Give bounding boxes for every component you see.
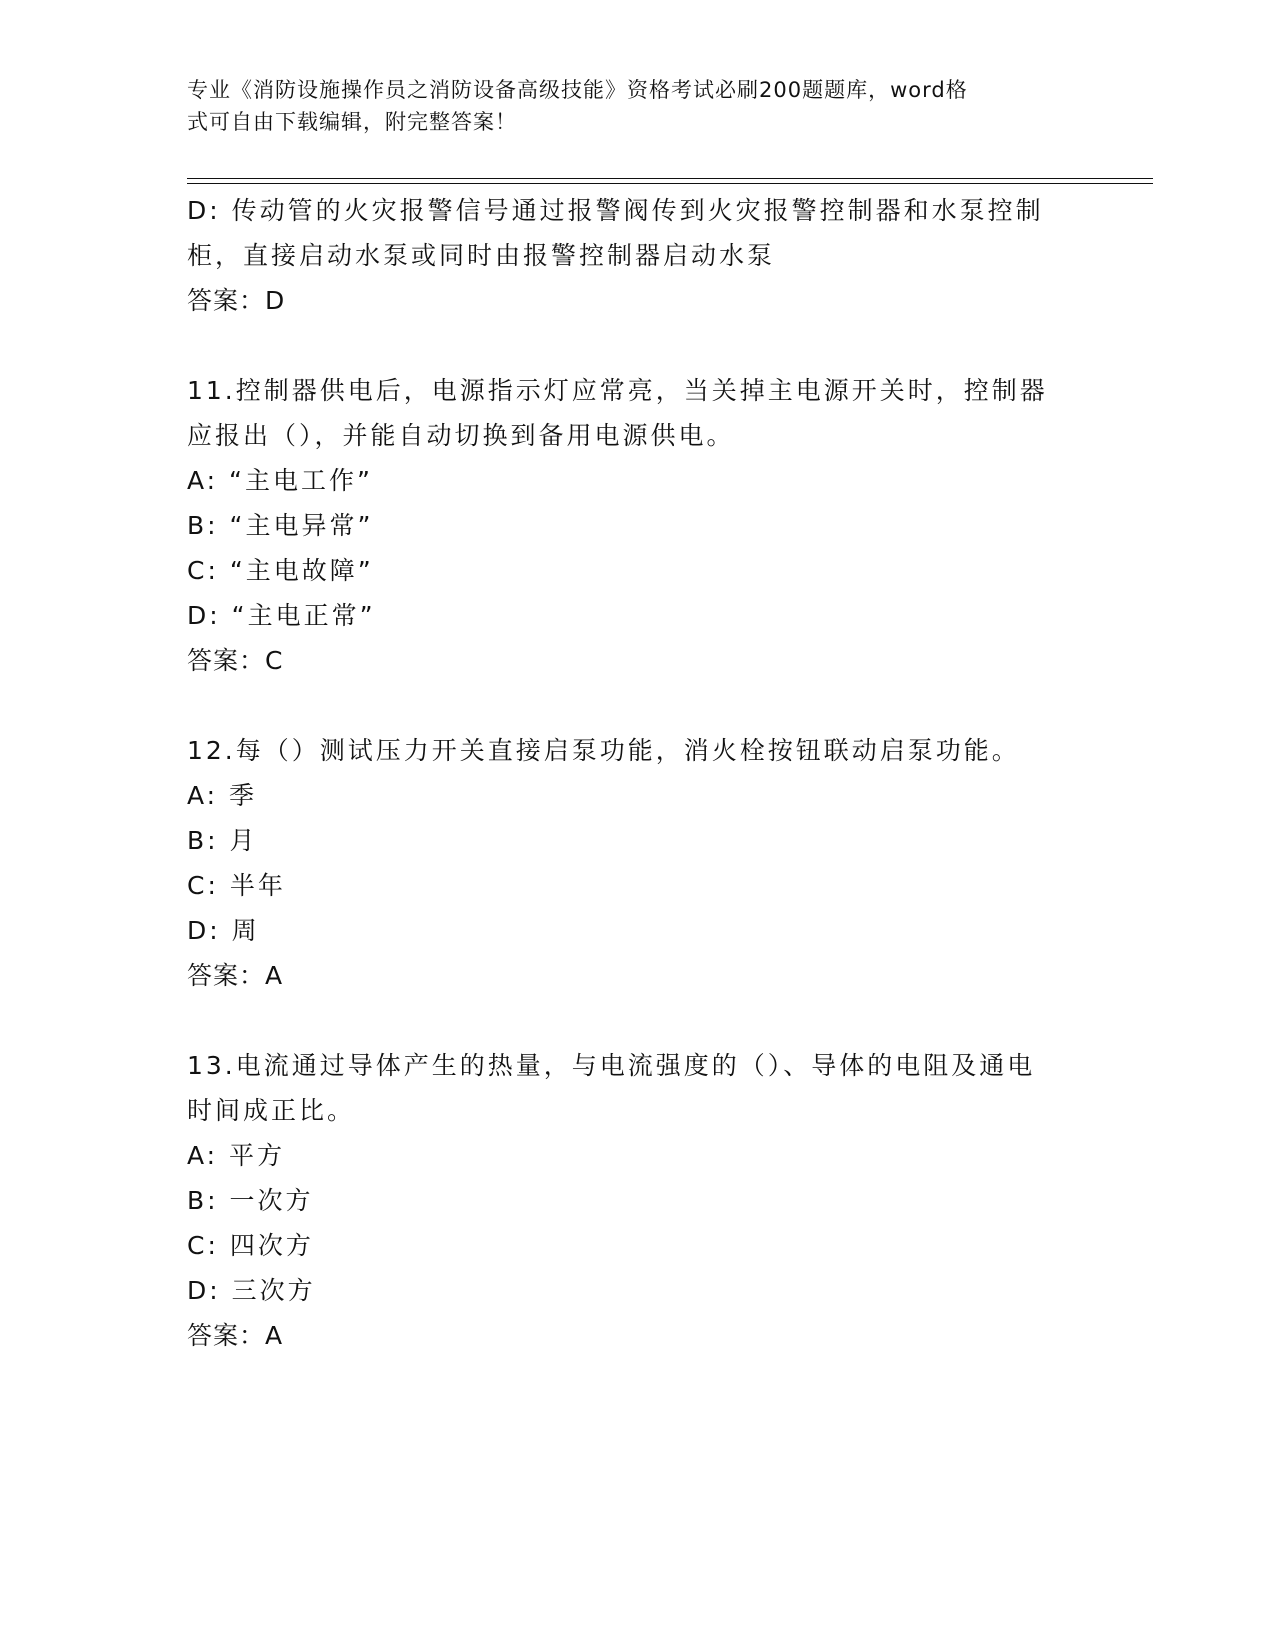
option-a: A: 季 bbox=[187, 781, 258, 810]
answer: 答案：A bbox=[187, 961, 284, 990]
question-list bbox=[187, 188, 1087, 1358]
option-b: B: 一次方 bbox=[187, 1186, 314, 1215]
option-d: D: 三次方 bbox=[187, 1276, 316, 1305]
option-b: B: 月 bbox=[187, 826, 258, 855]
question-11 bbox=[187, 368, 1087, 683]
spacer bbox=[187, 683, 1087, 728]
question-stem: 11.控制器供电后，电源指示灯应常亮，当关掉主电源开关时，控制器 bbox=[187, 376, 1048, 405]
option-a: A: 平方 bbox=[187, 1141, 286, 1170]
header-line-1: 专业《消防设施操作员之消防设备高级技能》资格考试必刷200题题库，word格 bbox=[187, 78, 968, 102]
header-divider bbox=[187, 178, 1153, 184]
answer: 答案：D bbox=[187, 286, 286, 315]
option-c: C: 半年 bbox=[187, 871, 286, 900]
spacer bbox=[187, 323, 1087, 368]
question-stem-continued: 时间成正比。 bbox=[187, 1096, 356, 1125]
page-header bbox=[187, 74, 1067, 138]
answer: 答案：A bbox=[187, 1321, 284, 1350]
answer: 答案：C bbox=[187, 646, 284, 675]
option-c: C: “主电故障” bbox=[187, 556, 374, 585]
question-10-tail bbox=[187, 188, 1087, 323]
question-stem: 13.电流通过导体产生的热量，与电流强度的（）、导体的电阻及通电 bbox=[187, 1051, 1036, 1080]
header-line-2: 式可自由下载编辑，附完整答案！ bbox=[187, 110, 517, 134]
option-d: D: 传动管的火灾报警信号通过报警阀传到火灾报警控制器和水泵控制 bbox=[187, 196, 1044, 225]
spacer bbox=[187, 998, 1087, 1043]
question-stem-continued: 应报出（），并能自动切换到备用电源供电。 bbox=[187, 421, 735, 450]
question-13 bbox=[187, 1043, 1087, 1358]
option-d: D: “主电正常” bbox=[187, 601, 376, 630]
question-stem: 12.每（）测试压力开关直接启泵功能，消火栓按钮联动启泵功能。 bbox=[187, 736, 1020, 765]
option-d: D: 周 bbox=[187, 916, 260, 945]
option-c: C: 四次方 bbox=[187, 1231, 314, 1260]
question-12 bbox=[187, 728, 1087, 998]
option-b: B: “主电异常” bbox=[187, 511, 374, 540]
option-a: A: “主电工作” bbox=[187, 466, 373, 495]
option-d-continued: 柜，直接启动水泵或同时由报警控制器启动水泵 bbox=[187, 241, 776, 270]
